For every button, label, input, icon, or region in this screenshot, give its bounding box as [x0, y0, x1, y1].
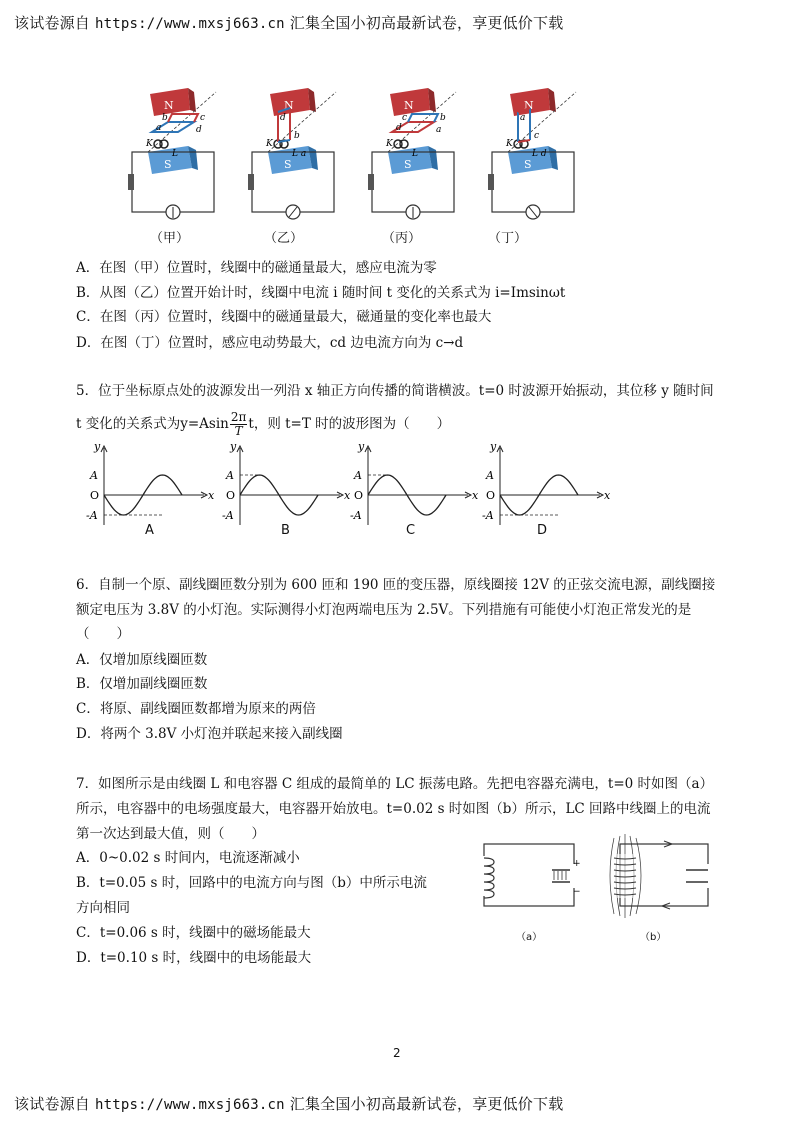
svg-text:b: b	[294, 131, 300, 141]
page-footer	[14, 1093, 563, 1114]
header-suffix: 汇集全国小初高最新试卷，享更低价下载	[289, 14, 564, 32]
q5-frac-num: 2π	[230, 410, 247, 424]
svg-text:K: K	[266, 139, 273, 149]
wave-label: x	[472, 489, 479, 502]
svg-text:b: b	[440, 113, 446, 123]
q5-graph-label-b[interactable]: B	[281, 523, 290, 538]
wave-label: A	[486, 469, 494, 482]
q5-graph-label-c[interactable]: C	[406, 523, 416, 538]
q7-option-c[interactable]: C．t=0.06 s 时，线圈中的磁场能最大	[76, 925, 311, 941]
wave-label: O	[90, 489, 100, 502]
svg-text:a: a	[520, 113, 526, 123]
svg-text:−: −	[573, 887, 581, 897]
q5-wave-graphs	[84, 440, 644, 540]
wave-label: A	[226, 469, 234, 482]
svg-text:+: +	[573, 859, 581, 869]
q6-line3: （ ）	[76, 626, 130, 642]
figure-jia	[128, 88, 216, 219]
q5-line1: 5．位于坐标原点处的波源发出一列沿 x 轴正方向传播的简谐横波。t=0 时波源开始振动，其位移 y 随时间	[76, 383, 714, 399]
lc-caption-b: （b）	[640, 932, 667, 943]
q4-option-b[interactable]: B．从图（乙）位置开始计时，线圈中电流 i 随时间 t 变化的关系式为 i=Imsinωt	[76, 285, 566, 301]
figure-bing	[368, 88, 456, 219]
svg-text:c: c	[534, 131, 540, 141]
svg-text:a: a	[156, 123, 162, 133]
wave-label: y	[230, 440, 237, 453]
q6-option-a[interactable]: A．仅增加原线圈匝数	[76, 652, 208, 668]
page-number: 2	[393, 1046, 401, 1060]
wave-label: -A	[86, 509, 98, 522]
lc-circuit-figures	[474, 834, 724, 924]
caption-yi: （乙）	[264, 231, 304, 246]
q5-line2-a: t 变化的关系式为y=Asin	[76, 416, 229, 432]
wave-label: -A	[222, 509, 234, 522]
q5-frac-den: T	[234, 424, 243, 438]
svg-text:K: K	[506, 139, 513, 149]
generator-figures	[110, 82, 710, 242]
svg-text:L a: L a	[292, 149, 307, 159]
svg-text:L: L	[172, 149, 178, 159]
svg-text:d: d	[280, 113, 286, 123]
q7-option-b-cont[interactable]: 方向相同	[76, 900, 130, 916]
wave-label: -A	[482, 509, 494, 522]
caption-jia: （甲）	[150, 231, 190, 246]
footer-suffix: 汇集全国小初高最新试卷，享更低价下载	[289, 1095, 564, 1113]
q5-line2-b: t，则 t=T 时的波形图为（ ）	[248, 416, 451, 432]
svg-text:d: d	[196, 125, 202, 135]
wave-label: x	[208, 489, 215, 502]
wave-label: x	[604, 489, 611, 502]
svg-text:K: K	[146, 139, 153, 149]
wave-label: -A	[350, 509, 362, 522]
q5-graph-label-a[interactable]: A	[145, 523, 154, 538]
q7-option-d[interactable]: D．t=0.10 s 时，线圈中的电场能最大	[76, 950, 312, 966]
footer-prefix: 该试卷源自	[14, 1095, 91, 1113]
q5-line2	[76, 411, 450, 438]
q7-line3: 第一次达到最大值，则（ ）	[76, 826, 265, 842]
lc-figure-a	[478, 844, 582, 906]
header-url[interactable]: https://www.mxsj663.cn	[94, 16, 285, 32]
q6-option-b[interactable]: B．仅增加副线圈匝数	[76, 676, 208, 692]
figure-yi	[248, 88, 336, 219]
wave-label: O	[486, 489, 496, 502]
q7-line2: 所示，电容器中的电场强度最大，电容器开始放电。t=0.02 s 时如图（b）所示，LC 回路中线圈上的电流	[76, 801, 711, 817]
svg-text:L: L	[412, 149, 418, 159]
svg-text:d: d	[396, 123, 402, 133]
q6-option-d[interactable]: D．将两个 3.8V 小灯泡并联起来接入副线圈	[76, 726, 343, 742]
svg-text:a: a	[436, 125, 442, 135]
page-header	[14, 12, 563, 33]
q4-option-c[interactable]: C．在图（丙）位置时，线圈中的磁通量最大，磁通量的变化率也最大	[76, 309, 492, 325]
q7-option-b[interactable]: B．t=0.05 s 时，回路中的电流方向与图（b）中所示电流	[76, 875, 427, 891]
wave-label: O	[226, 489, 236, 502]
wave-label: y	[358, 440, 365, 453]
wave-label: A	[354, 469, 362, 482]
q6-option-c[interactable]: C．将原、副线圈匝数都增为原来的两倍	[76, 701, 316, 717]
svg-text:K: K	[386, 139, 393, 149]
svg-text:L d: L d	[532, 149, 547, 159]
lc-figure-b	[610, 834, 712, 918]
q5-graph-label-d[interactable]: D	[537, 523, 548, 538]
q5-fraction	[230, 411, 248, 438]
header-prefix: 该试卷源自	[14, 14, 91, 32]
svg-text:c: c	[402, 113, 408, 123]
wave-label: x	[344, 489, 351, 502]
wave-label: y	[490, 440, 497, 453]
svg-text:b: b	[162, 113, 168, 123]
wave-label: y	[94, 440, 101, 453]
footer-url[interactable]: https://www.mxsj663.cn	[94, 1097, 285, 1113]
lc-caption-a: （a）	[516, 932, 543, 943]
q4-option-a[interactable]: A．在图（甲）位置时，线圈中的磁通量最大，感应电流为零	[76, 260, 437, 276]
caption-bing: （丙）	[382, 231, 422, 246]
q6-line2: 额定电压为 3.8V 的小灯泡。实际测得小灯泡两端电压为 2.5V。下列措施有可能使小灯泡正常发光的是	[76, 602, 692, 618]
figure-ding	[488, 88, 576, 219]
q6-line1: 6．自制一个原、副线圈匝数分别为 600 匝和 190 匝的变压器，原线圈接 12V 的正弦交流电源，副线圈接	[76, 577, 716, 593]
wave-label: A	[90, 469, 98, 482]
q4-option-d[interactable]: D．在图（丁）位置时，感应电动势最大，cd 边电流方向为 c→d	[76, 335, 464, 351]
q7-option-a[interactable]: A．0~0.02 s 时间内，电流逐渐减小	[76, 850, 300, 866]
wave-label: O	[354, 489, 364, 502]
svg-text:c: c	[200, 113, 206, 123]
caption-ding: （丁）	[488, 231, 528, 246]
q7-line1: 7．如图所示是由线圈 L 和电容器 C 组成的最简单的 LC 振荡电路。先把电容器充满电，t=0 时如图（a）	[76, 776, 714, 792]
